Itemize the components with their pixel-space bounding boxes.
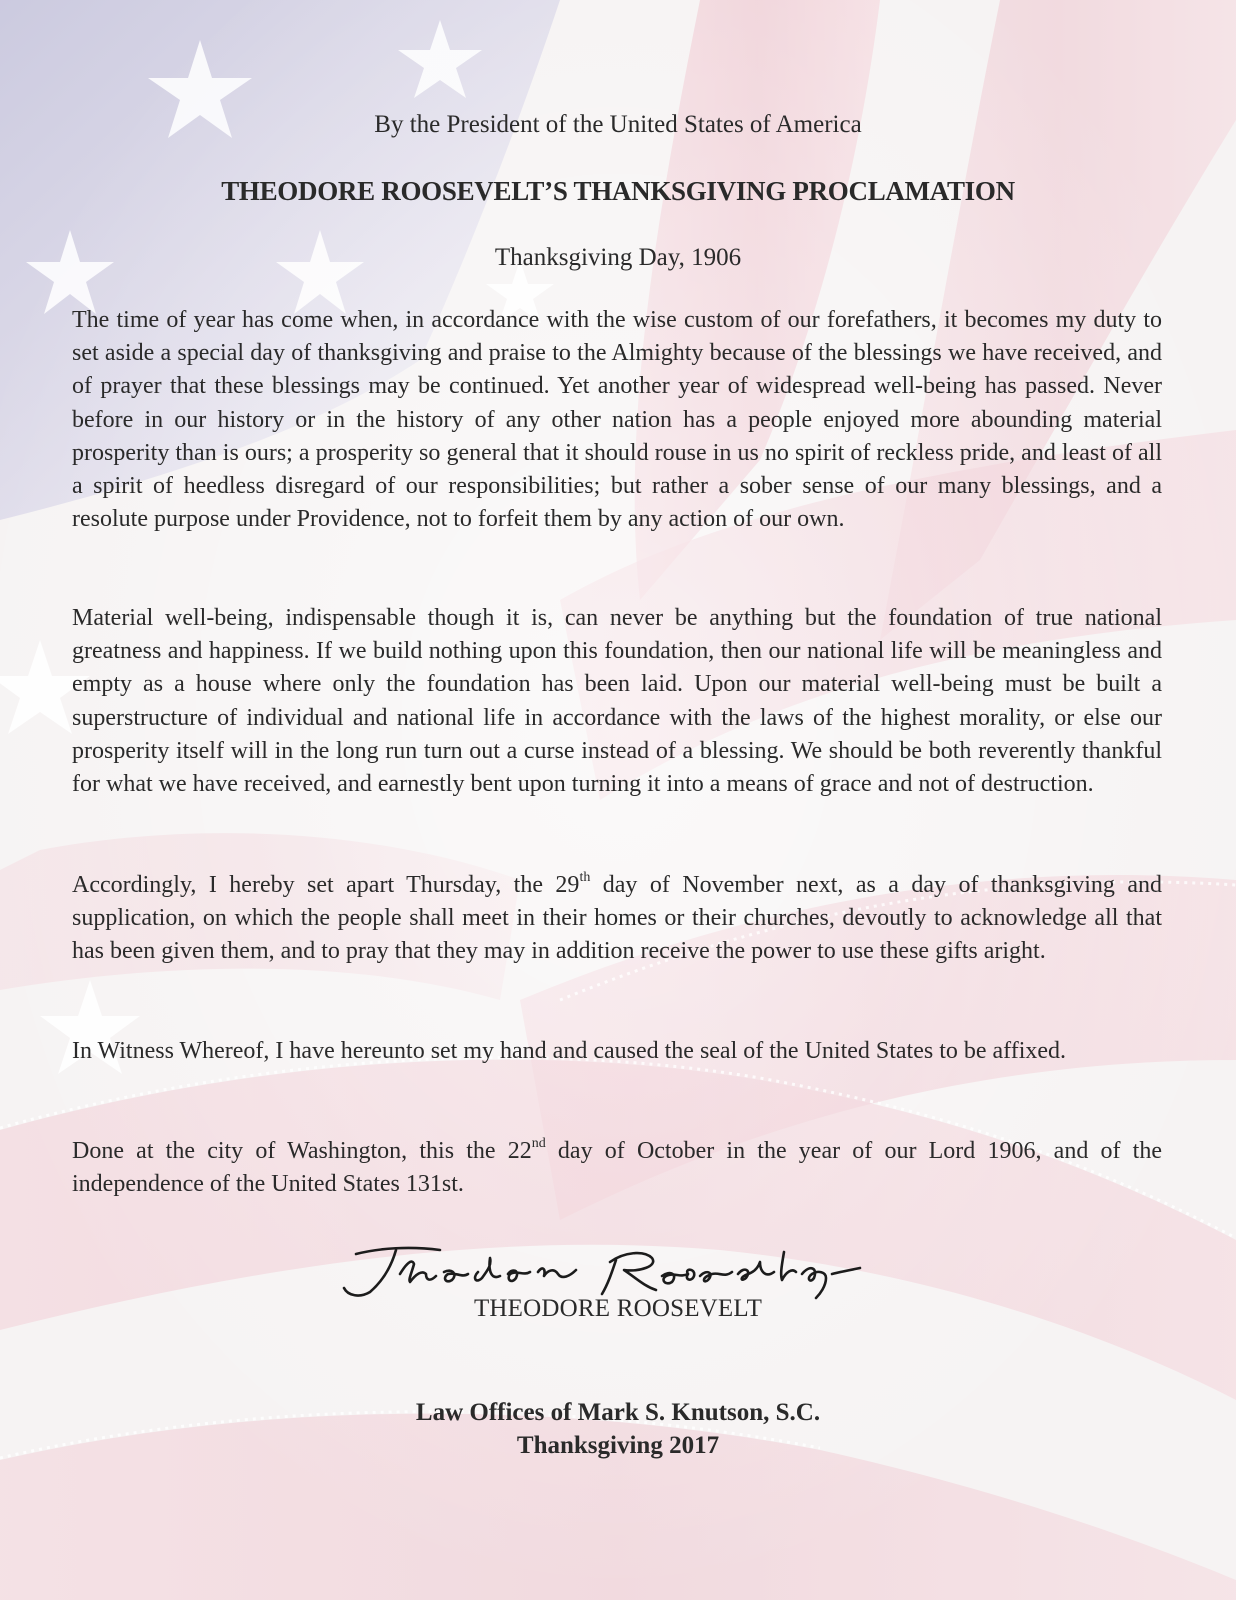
- paragraph-2: Material well-being, indispensable though it is, can never be anything but the foundation of true national greatness and happiness. If we build nothing upon this foundation, then our national life will be meaningless and empty as a house where only the foundation has been laid. Upon our material well-being must be built a superstructure of individual and national life in accordance with the laws of the highest morality, or else our prosperity itself will in the long run turn out a curse instead of a blessing. We should be both reverently thankful for what we have received, and earnestly bent upon turning it into a means of grace and not of destruction.: [72, 605, 1162, 798]
- paragraph-1: The time of year has come when, in accordance with the wise custom of our forefathers, it becomes my duty to set aside a special day of thanksgiving and praise to the Almighty because of the blessings we have received, and of prayer that these blessings may be continued. Yet another year of widespread well-being has passed. Never before in our history or in the history of any other nation has a people enjoyed more abounding material prosperity than is ours; a prosperity so general that it should rouse in us no spirit of reckless pride, and least of all a spirit of heedless disregard of our responsibilities; but rather a sober sense of our many blessings, and a resolute purpose under Providence, not to forfeit them by any action of our own.: [72, 307, 1162, 533]
- paragraph-4: In Witness Whereof, I have hereunto set my hand and caused the seal of the United States to be affixed.: [72, 1038, 1067, 1064]
- paragraph-5-text-b: day of October in the year of our Lord 1906, and of the independence of the United States 131st.: [72, 1138, 1162, 1198]
- ordinal-suffix: th: [579, 870, 591, 885]
- paragraph-3-text-b: day of November next, as a day of thanksgiving and supplication, on which the people shall meet in their homes or their churches, devoutly to acknowledge all that has been given them, and to pray that they may in addition receive the power to use these gifts aright.: [72, 872, 1163, 965]
- date-line: Thanksgiving Day, 1906: [494, 244, 742, 271]
- proclamation-title: THEODORE ROOSEVELT’S THANKSGIVING PROCLAMATION: [221, 176, 1015, 206]
- paragraph-5: [72, 1135, 1162, 1201]
- law-firm-name: Law Offices of Mark S. Knutson, S.C.: [415, 1399, 821, 1426]
- ordinal-suffix: nd: [531, 1136, 546, 1151]
- paragraph-5-text-a: Done at the city of Washington, this the 22: [72, 1138, 532, 1164]
- paragraph-3: [72, 869, 1162, 969]
- paragraph-3-text-a: Accordingly, I hereby set apart Thursday, the 29: [72, 872, 580, 898]
- printed-signature-name: THEODORE ROOSEVELT: [473, 1295, 763, 1322]
- president-line: By the President of the United States of America: [374, 111, 862, 138]
- occasion-line: Thanksgiving 2017: [516, 1432, 720, 1459]
